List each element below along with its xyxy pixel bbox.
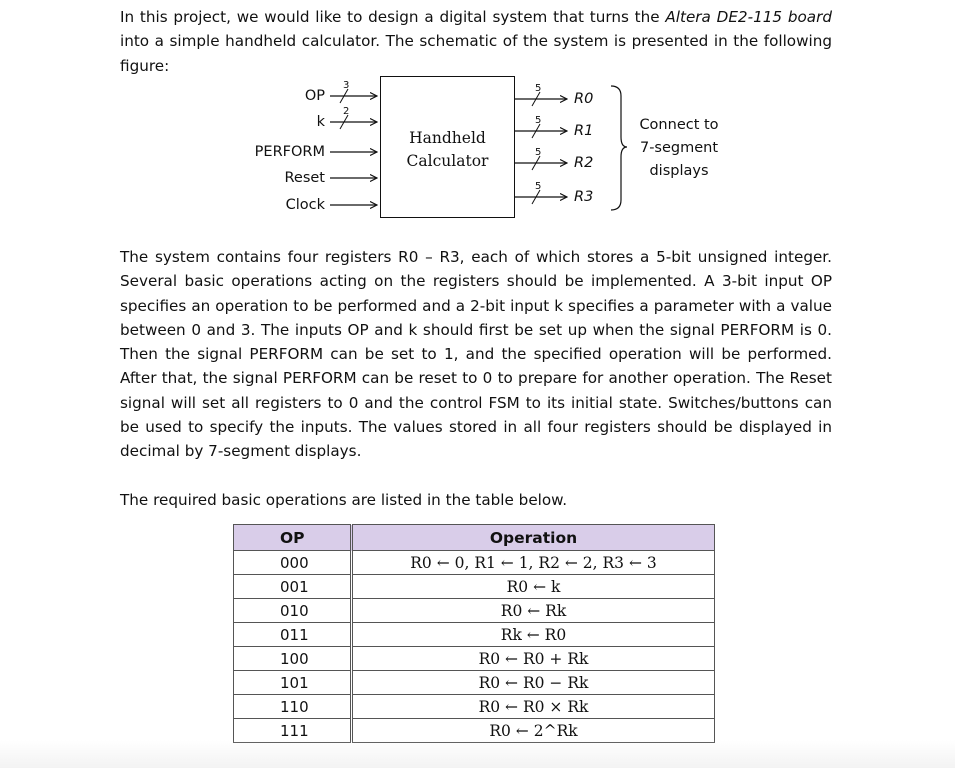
r3-bus-width: 5 [535,181,542,192]
connect-note-line3: displays [649,163,709,179]
input-label-op: OP [304,88,325,104]
table-row [234,647,715,671]
connect-note-line1: Connect to [639,117,719,133]
table-row [234,671,715,695]
op-code: 110 [234,695,352,719]
header-operation: Operation [352,525,715,551]
table-row [234,695,715,719]
block-label-line2: Calculator [406,152,489,170]
right-brace [611,86,627,210]
op-bus-width: 3 [343,80,350,91]
bottom-edge-shadow [0,740,955,768]
intro-text-2: into a simple handheld calculator. The schematic of the system is presented in the following figure: [120,32,832,75]
r1-bus-width: 5 [535,115,542,126]
description-paragraph: The system contains four registers R0 – R3, each of which stores a 5-bit unsigned integer. Several basic operations acting on the registers should be implemented. A 3-bit input OP specifies an operation to be performed and a 2-bit input k specifies a parameter with a value between 0 and 3. The inputs OP and k should first be set up when the signal PERFORM is 0. Then the signal PERFORM can be set to 1, and the specified operation will be performed. After that, the signal PERFORM can be reset to 0 to prepare for another operation. The Reset signal will set all registers to 0 and the control FSM to its initial state. Switches/buttons can be used to specify the inputs. The values stored in all four registers should be displayed in decimal by 7-segment displays. [120,248,832,461]
connect-note-line2: 7-segment [639,140,719,156]
r2-bus-width: 5 [535,147,542,158]
output-label-r0: R0 [574,91,594,107]
r0-bus-width: 5 [535,83,542,94]
input-label-perform: PERFORM [254,144,325,160]
intro-text-1: In this project, we would like to design a digital system that turns the [120,8,666,26]
output-label-r1: R1 [574,123,594,139]
table-intro: The required basic operations are listed in the table below. [120,491,568,509]
table-row [234,551,715,575]
header-op: OP [234,525,352,551]
board-name: Altera DE2-115 board [665,8,832,26]
operation: R0 ← R0 − Rk [352,671,715,695]
k-bus-width: 2 [343,106,350,117]
table-row [234,575,715,599]
block-label [380,127,515,173]
op-code: 100 [234,647,352,671]
operations-table [233,524,715,743]
op-code: 001 [234,575,352,599]
op-code: 010 [234,599,352,623]
block-label-line1: Handheld [409,129,486,147]
input-label-reset: Reset [284,170,325,186]
table-row [234,599,715,623]
op-code: 011 [234,623,352,647]
operation: R0 ← 0, R1 ← 1, R2 ← 2, R3 ← 3 [352,551,715,575]
operation: Rk ← R0 [352,623,715,647]
connect-note [629,114,729,183]
operation: R0 ← 2^Rk [352,719,715,743]
output-label-r3: R3 [574,189,594,205]
input-label-k: k [316,114,325,130]
operation: R0 ← R0 × Rk [352,695,715,719]
operation: R0 ← k [352,575,715,599]
operation: R0 ← R0 + Rk [352,647,715,671]
table-header-row [234,525,715,551]
op-code: 000 [234,551,352,575]
op-code: 111 [234,719,352,743]
input-label-clock: Clock [285,197,325,213]
op-code: 101 [234,671,352,695]
operation: R0 ← Rk [352,599,715,623]
output-label-r2: R2 [574,155,594,171]
table-row [234,719,715,743]
table-row [234,623,715,647]
calculator-schematic [0,0,955,240]
